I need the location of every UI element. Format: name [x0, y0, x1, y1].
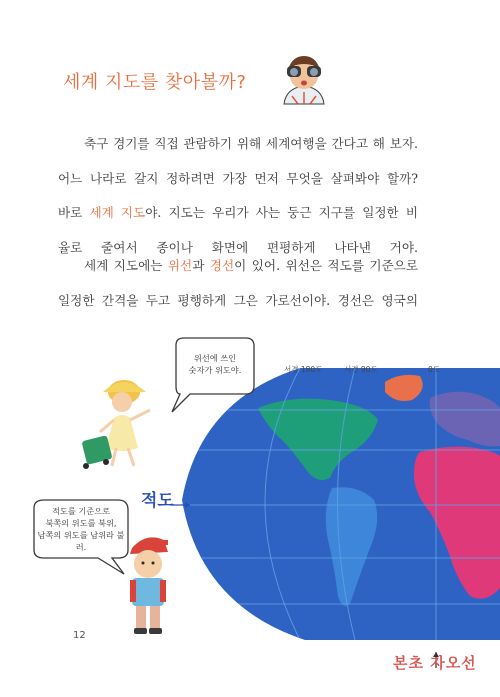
bubble-top-text [180, 352, 250, 376]
latitude-line-2: 일정한 간격을 두고 평행하게 그은 가로선이야. 경선은 영국의 [58, 292, 418, 308]
page-heading: 세계 지도를 찾아볼까? [63, 72, 247, 93]
latitude-line-1-mid: 과 [192, 258, 210, 273]
intro-line-3-end: 야. 지도는 우리가 사는 둥근 지구를 일정한 비 [145, 205, 418, 220]
latitude-line-1-end: 이 있어. 위선은 적도를 기준으로 [234, 258, 419, 273]
bubble-bottom-text [36, 505, 126, 553]
label-zero-degree: 0도 [428, 365, 441, 374]
highlight-world-map: 세계 지도 [89, 205, 146, 220]
prime-meridian-label: 본초 자오선 [393, 654, 477, 672]
intro-line-4: 율로 줄여서 종이나 화면에 편평하게 나타낸 거야. [58, 239, 418, 255]
highlight-latitude-lines: 위선 [167, 258, 193, 273]
girl-character [81, 380, 150, 469]
intro-line-3-start: 바로 [58, 205, 90, 220]
highlight-longitude-lines: 경선 [209, 258, 235, 273]
bubble-bottom-line-2: 북쪽의 위도를 북위, [45, 518, 117, 528]
label-west-180: 서경 180도 [284, 365, 323, 374]
label-west-90: 서경 90도 [344, 365, 378, 374]
latitude-line-1-start: 세계 지도에는 [84, 258, 168, 273]
intro-line-1: 축구 경기를 직접 관람하기 위해 세계여행을 간다고 해 보자. [84, 136, 418, 151]
page-number: 12 [73, 630, 86, 641]
bubble-bottom-line-1: 적도를 기준으로 [52, 506, 110, 516]
intro-line-2: 어느 나라로 갈지 정하려면 가장 먼저 무엇을 살펴봐야 할까? [58, 170, 418, 186]
bubble-bottom-line-3: 남쪽의 위도를 남위라 불러. [37, 530, 125, 552]
equator-label: 적도 [141, 491, 174, 511]
boy-character [130, 537, 168, 634]
bubble-top-line-2: 숫자가 위도야. [188, 365, 242, 375]
bubble-top-line-1: 위선에 쓰인 [193, 353, 237, 363]
